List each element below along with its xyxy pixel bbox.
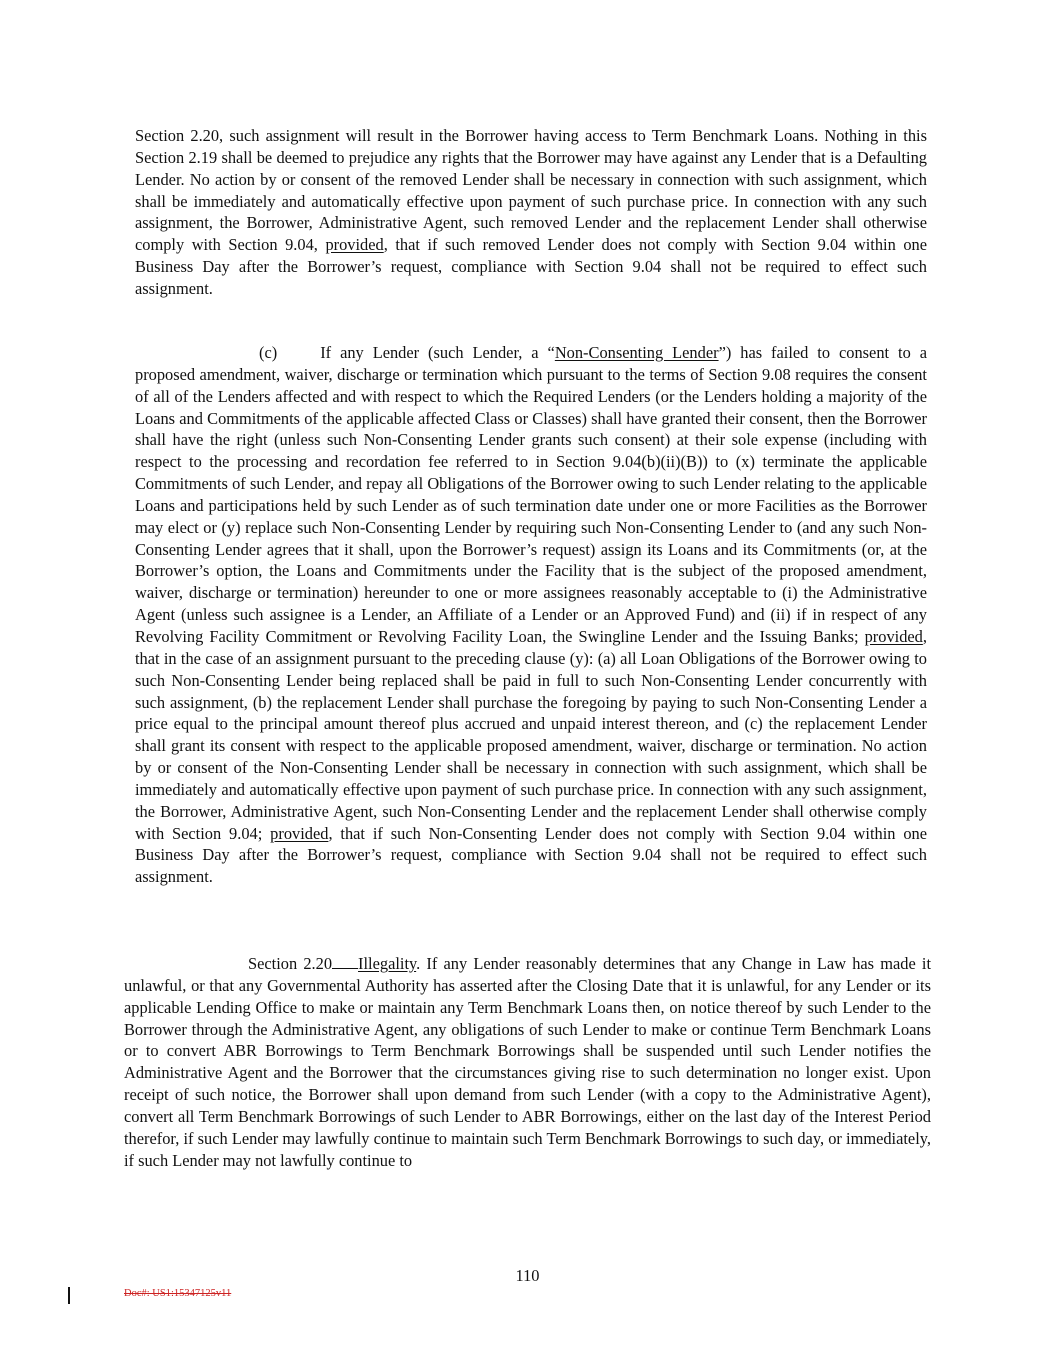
paragraph-c <box>135 342 927 888</box>
paragraph-continuation-text: Section 2.20, such assignment will result in the Borrower having access to Term Benchmark Loans. Nothing in this Section 2.19 shall be deemed to prejudice any rights that the Borrower may have against any Lender that is a Defaulting Lender. No action by or consent of the removed Lender shall be necessary in connection with such assignment, which shall be immediately and automatically effective upon payment of such purchase price. In connection with any such assignment, the Borrower, Administrative Agent, such removed Lender and the replacement Lender shall otherwise comply with Section 9.04, <box>135 126 927 255</box>
provided-term-2: provided <box>270 823 329 843</box>
section-2-20-number: Section 2.20 <box>248 954 333 973</box>
paragraph-c-label: (c) <box>259 343 278 362</box>
change-bar <box>68 1287 70 1304</box>
paragraph-c-part3: , that if such Non-Consenting Lender does not comply with Section 9.04 within one Business Day after the Borrower’s request, compliance with Section 9.04 shall not be required to effect such assignment. <box>135 823 927 887</box>
provided-term-1: provided <box>864 626 923 646</box>
non-consenting-lender-term: Non-Consenting Lender <box>554 343 719 362</box>
document-id: Doc#: US1:15347125v11 <box>124 1288 232 1299</box>
section-2-20-body: . If any Lender reasonably determines that any Change in Law has made it unlawful, or that any Governmental Authority has asserted after the Closing Date that it is unlawful, for any Lender or its applicable Lending Office to make or maintain any Term Benchmark Loans then, on notice thereof by such Lender to the Borrower through the Administrative Agent, any obligations of such Lender to make or continue Term Benchmark Loans or to convert ABR Borrowings to Term Benchmark Borrowings shall be suspended until such Lender notifies the Administrative Agent and the Borrower that the circumstances giving rise to such determination no longer exist. Upon receipt of such notice, the Borrower shall upon demand from such Lender (with a copy to the Administrative Agent), convert all Term Benchmark Borrowings of such Lender to ABR Borrowings, either on the last day of the Interest Period therefor, if such Lender may lawfully continue to maintain such Term Benchmark Borrowings to such day, or immediately, if such Lender may not lawfully continue to <box>124 954 931 1170</box>
paragraph-continuation-tail: , that if such removed Lender does not comply with Section 9.04 within one Business Day after the Borrower’s request, compliance with Section 9.04 shall not be required to effect such assignment. <box>135 235 927 298</box>
paragraph-continuation <box>135 125 927 300</box>
section-2-20 <box>124 953 931 1171</box>
section-2-20-heading: Illegality <box>358 954 417 973</box>
provided-term: provided <box>325 235 384 255</box>
paragraph-c-lead: If any Lender (such Lender, a “ <box>320 343 555 362</box>
paragraph-c-part2: , that in the case of an assignment pursuant to the preceding clause (y): (a) all Loan Obligations of the Borrower owing to such Non-Consenting Lender being replaced shall be paid in full to such Non-Consenting Lender concurrently with such assignment, (b) the replacement Lender shall purchase the foregoing by paying to such Non-Consenting Lender a price equal to the principal amount thereof plus accrued and unpaid interest thereon, and (c) the replacement Lender shall grant its consent with respect to the applicable proposed amendment, waiver, discharge or termination. No action by or consent of the Non-Consenting Lender shall be necessary in connection with such assignment, which shall be immediately and automatically effective upon payment of such purchase price. In connection with any such assignment, the Borrower, Administrative Agent, such Non-Consenting Lender and the replacement Lender shall otherwise comply with Section 9.04; <box>135 626 927 843</box>
page-number: 110 <box>515 1266 540 1285</box>
paragraph-c-part1: ”) has failed to consent to a proposed amendment, waiver, discharge or termination which pursuant to the terms of Section 9.08 requires the consent of all of the Lenders affected and with respect to which the Required Lenders (or the Lenders holding a majority of the Loans and Commitments of the applicable affected Class or Classes) shall have granted their consent, then the Borrower shall have the right (unless such Non-Consenting Lender grants such consent) at their sole expense (including with respect to the processing and recordation fee referred to in Section 9.04(b)(ii)(B)) to (x) terminate the applicable Commitments of such Lender, and repay all Obligations of the Borrower owing to such Lender relating to the applicable Loans and participations held by such Lender as of such termination date under one or more Facilities as the Borrower may elect or (y) replace such Non-Consenting Lender by requiring such Non-Consenting Lender to (and any such Non-Consenting Lender agrees that it shall, upon the Borrower’s request) assign its Loans and its Commitments (or, at the Borrower’s option, the Loans and Commitments under the Facility that is the subject of the proposed amendment, waiver, discharge or termination) hereunder to one or more assignees reasonably acceptable to (i) the Administrative Agent (unless such assignee is a Lender, an Affiliate of a Lender or an Approved Fund) and (ii) if in respect of any Revolving Facility Commitment or Revolving Facility Loan, the Swingline Lender and the Issuing Banks; <box>135 343 928 646</box>
